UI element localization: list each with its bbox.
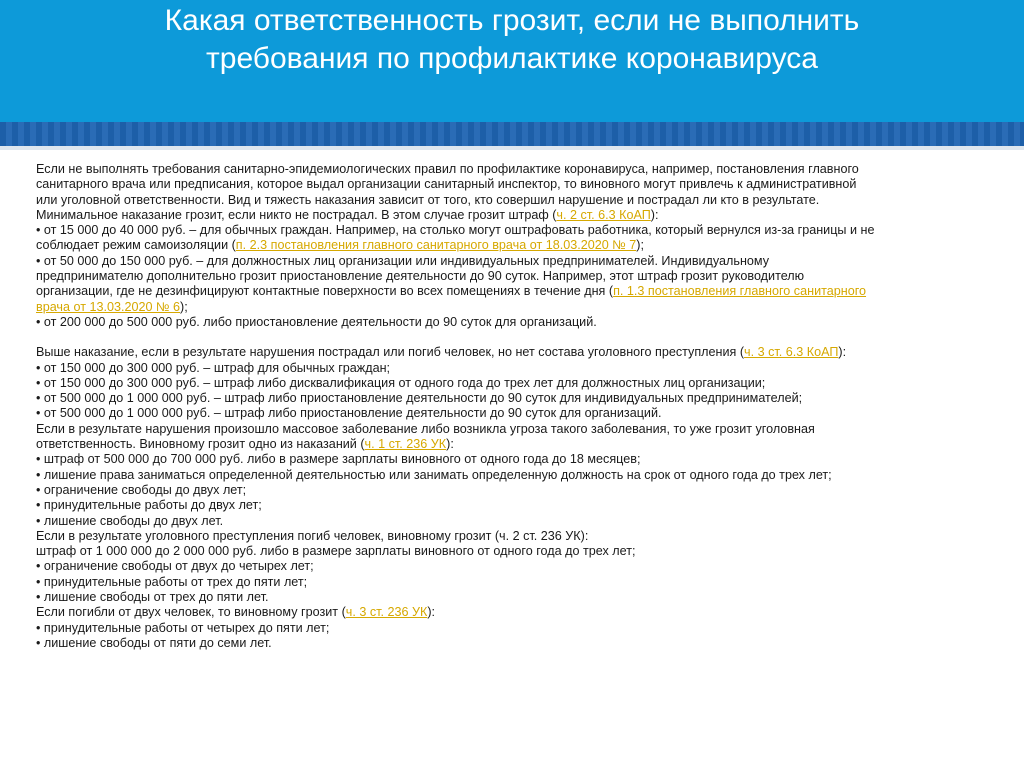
- text-segment: Минимальное наказание грозит, если никто не пострадал. В этом случае грозит штраф (: [36, 207, 557, 222]
- text-segment: • лишение права заниматься определенной деятельностью или занимать определенную должность на срок от одного года до трех лет;: [36, 467, 832, 482]
- text-segment: • лишение свободы от пяти до семи лет.: [36, 635, 272, 650]
- header-shadow: [0, 146, 1024, 150]
- page-title: [0, 2, 1024, 78]
- text-line: [36, 605, 986, 620]
- law-reference-link[interactable]: п. 1.3 постановления главного санитарного: [613, 284, 867, 299]
- text-line: [36, 238, 986, 253]
- header-stripe-bar: [0, 122, 1024, 146]
- text-segment: или уголовной ответственности. Вид и тяжесть наказания зависит от того, кто совершил нарушение и пострадал ли кто в результате.: [36, 192, 820, 207]
- text-line: [36, 437, 986, 452]
- text-segment: ):: [427, 605, 436, 620]
- text-line: [36, 284, 986, 299]
- text-segment: • от 150 000 до 300 000 руб. – штраф для обычных граждан;: [36, 360, 391, 375]
- text-segment: штраф от 1 000 000 до 2 000 000 руб. либо в размере зарплаты виновного от одного года до трех лет;: [36, 544, 636, 559]
- text-segment: Выше наказание, если в результате нарушения пострадал или погиб человек, но нет состава уголовного преступления (: [36, 345, 745, 360]
- text-segment: ответственность. Виновному грозит одно из наказаний (: [36, 437, 365, 452]
- law-reference-link[interactable]: ч. 3 ст. 6.3 КоАП: [744, 345, 839, 360]
- text-segment: Если в результате уголовного преступления погиб человек, виновному грозит (ч. 2 ст. 236 УК):: [36, 528, 589, 543]
- text-segment: ):: [446, 437, 454, 452]
- text-segment: Если не выполнять требования санитарно-эпидемиологических правил по профилактике коронавируса, например, постановления главного: [36, 162, 859, 176]
- text-segment: • принудительные работы от трех до пяти лет;: [36, 574, 308, 589]
- law-reference-link[interactable]: ч. 1 ст. 236 УК: [364, 437, 447, 452]
- law-reference-link[interactable]: п. 2.3 постановления главного санитарного врача от 18.03.2020 № 7: [235, 238, 637, 253]
- body-text: [36, 162, 986, 651]
- text-line: [36, 559, 986, 574]
- text-line: [36, 590, 986, 605]
- text-segment: );: [636, 238, 644, 253]
- text-segment: соблюдает режим самоизоляции (: [36, 238, 236, 253]
- law-reference-link[interactable]: ч. 3 ст. 236 УК: [345, 605, 428, 620]
- paragraph-gap: [36, 330, 986, 345]
- text-segment: • ограничение свободы до двух лет;: [36, 482, 247, 497]
- text-segment: предпринимателю дополнительно грозит приостановление деятельности до 90 суток. Например, этот штраф грозит руководителю: [36, 269, 805, 284]
- text-segment: • от 15 000 до 40 000 руб. – для обычных граждан. Например, на столько могут оштрафовать работника, который вернулся из-за границы и не: [36, 223, 875, 238]
- text-segment: Если погибли от двух человек, то виновному грозит (: [36, 605, 346, 620]
- text-line: [36, 208, 986, 223]
- text-line: [36, 406, 986, 421]
- text-line: [36, 575, 986, 590]
- text-line: [36, 483, 986, 498]
- title-line-2: требования по профилактике коронавируса: [206, 42, 818, 75]
- text-line: [36, 300, 986, 315]
- text-segment: организации, где не дезинфицируют контактные поверхности во всех помещениях в течение дня (: [36, 284, 614, 299]
- text-segment: • лишение свободы от трех до пяти лет.: [36, 590, 269, 605]
- text-line: [36, 315, 986, 330]
- title-header: [0, 0, 1024, 122]
- text-line: [36, 345, 986, 360]
- text-segment: • от 200 000 до 500 000 руб. либо приостановление деятельности до 90 суток для организаций.: [36, 314, 597, 329]
- text-segment: ):: [650, 207, 659, 222]
- text-line: [36, 498, 986, 513]
- text-segment: • принудительные работы до двух лет;: [36, 498, 262, 513]
- text-line: [36, 452, 986, 467]
- text-segment: • ограничение свободы от двух до четырех лет;: [36, 559, 314, 574]
- text-line: [36, 177, 986, 192]
- text-segment: ):: [838, 345, 847, 360]
- text-line: [36, 529, 986, 544]
- text-segment: • принудительные работы от четырех до пяти лет;: [36, 620, 330, 635]
- text-line: [36, 376, 986, 391]
- text-line: [36, 223, 986, 238]
- text-segment: • от 500 000 до 1 000 000 руб. – штраф либо приостановление деятельности до 90 суток для индивидуальных предпринимателей;: [36, 391, 803, 406]
- law-reference-link[interactable]: врача от 13.03.2020 № 6: [36, 299, 181, 314]
- text-line: [36, 391, 986, 406]
- text-line: [36, 162, 986, 177]
- text-segment: );: [180, 299, 188, 314]
- text-segment: • от 50 000 до 150 000 руб. – для должностных лиц организации или индивидуальных предпринимателей. Индивидуальному: [36, 253, 770, 268]
- text-line: [36, 254, 986, 269]
- text-segment: • лишение свободы до двух лет.: [36, 513, 224, 528]
- text-segment: санитарного врача или предписания, которое выдал организации санитарный инспектор, то виновного могут привлечь к административной: [36, 177, 857, 192]
- text-line: [36, 361, 986, 376]
- text-segment: • штраф от 500 000 до 700 000 руб. либо в размере зарплаты виновного от одного года до 18 месяцев;: [36, 452, 641, 467]
- text-segment: • от 150 000 до 300 000 руб. – штраф либо дисквалификация от одного года до трех лет для должностных лиц организации;: [36, 375, 766, 390]
- text-line: [36, 544, 986, 559]
- text-segment: • от 500 000 до 1 000 000 руб. – штраф либо приостановление деятельности до 90 суток для организаций.: [36, 406, 662, 421]
- text-line: [36, 422, 986, 437]
- text-line: [36, 468, 986, 483]
- text-line: [36, 621, 986, 636]
- text-segment: Если в результате нарушения произошло массовое заболевание либо возникла угроза такого заболевания, то уже грозит уголовная: [36, 421, 815, 436]
- law-reference-link[interactable]: ч. 2 ст. 6.3 КоАП: [556, 207, 651, 222]
- text-line: [36, 269, 986, 284]
- text-line: [36, 636, 986, 651]
- text-line: [36, 193, 986, 208]
- text-line: [36, 514, 986, 529]
- title-line-1: Какая ответственность грозит, если не выполнить: [164, 4, 860, 37]
